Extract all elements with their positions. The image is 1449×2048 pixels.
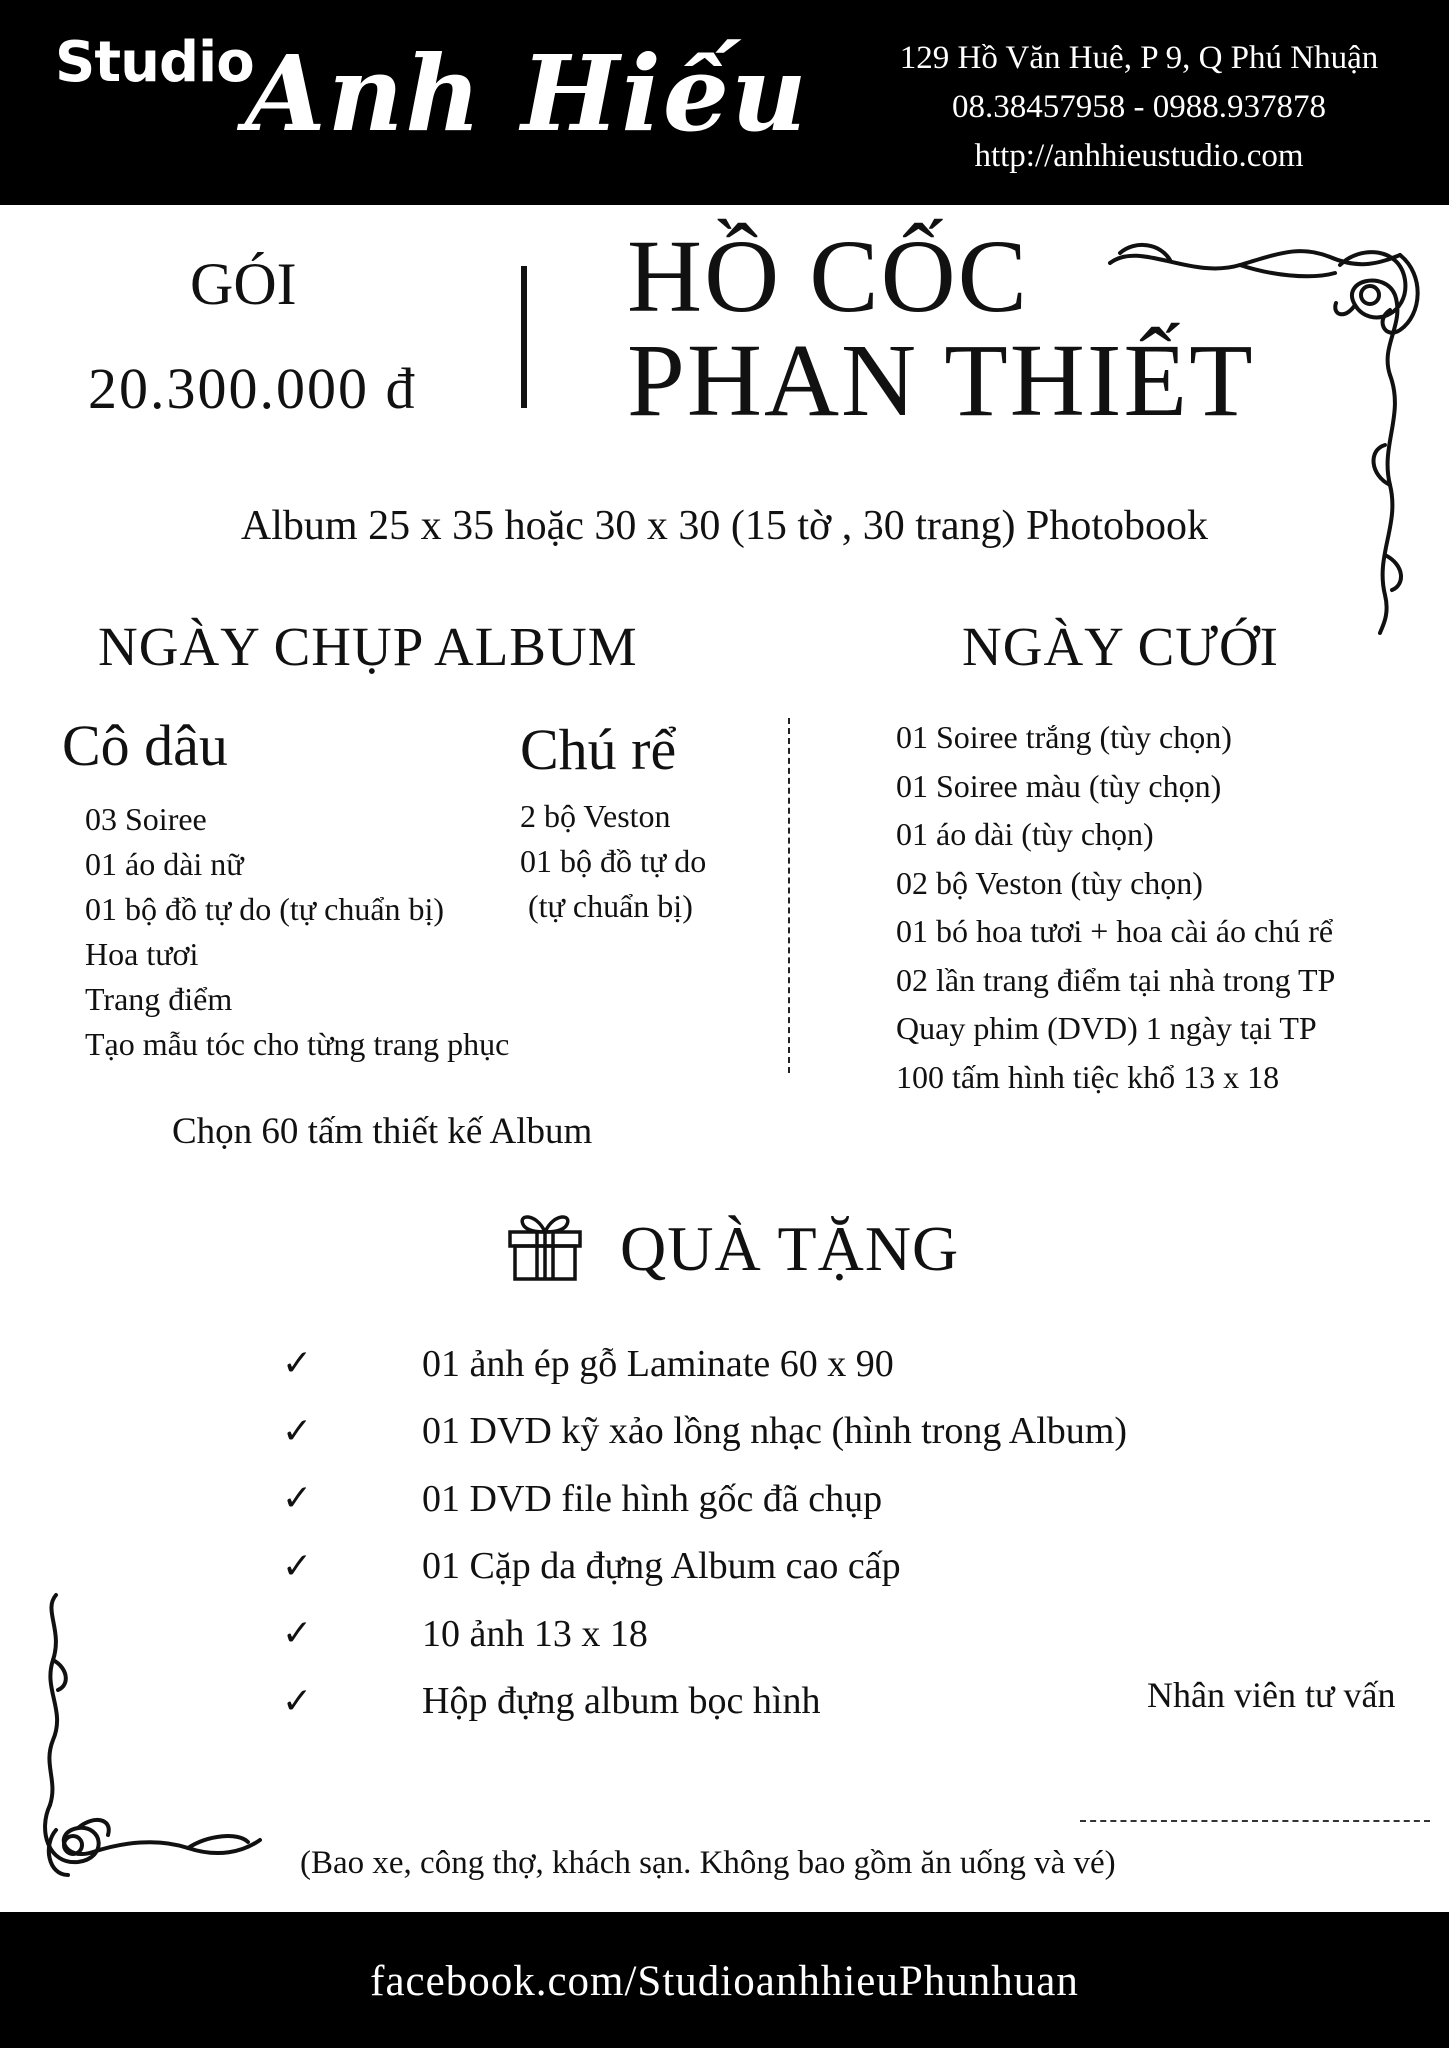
list-item: 01 bộ đồ tự do (tự chuẩn bị)	[85, 891, 445, 927]
list-item: 01 áo dài (tùy chọn)	[896, 816, 1154, 852]
shoot-day-title: NGÀY CHỤP ALBUM	[98, 616, 638, 677]
title-divider	[521, 266, 527, 408]
list-item: Tạo mẫu tóc cho từng trang phục	[85, 1026, 510, 1062]
list-item: (tự chuẩn bị)	[520, 888, 693, 924]
groom-list	[520, 794, 706, 929]
list-item: Quay phim (DVD) 1 ngày tại TP	[896, 1010, 1317, 1046]
consultant-label: Nhân viên tư vấn	[1147, 1675, 1396, 1715]
album-spec: Album 25 x 35 hoặc 30 x 30 (15 tờ , 30 trang) Photobook	[240, 503, 1209, 549]
check-icon: ✓	[282, 1410, 313, 1452]
gift-item-label: 01 DVD file hình gốc đã chụp	[422, 1477, 883, 1520]
list-item: 100 tấm hình tiệc khổ 13 x 18	[896, 1058, 1280, 1095]
package-price: 20.300.000 đ	[88, 356, 417, 421]
list-item	[282, 1668, 1127, 1736]
check-icon: ✓	[282, 1343, 313, 1385]
signature-line	[1080, 1820, 1430, 1822]
gift-item-label: 01 Cặp da đựng Album cao cấp	[422, 1545, 901, 1588]
package-title-line2: PHAN THIẾT	[627, 323, 1255, 438]
contact-info	[859, 34, 1419, 181]
column-divider	[788, 718, 790, 1073]
list-item: 2 bộ Veston	[520, 798, 671, 834]
check-icon: ✓	[282, 1545, 313, 1587]
footnote: (Bao xe, công thợ, khách sạn. Không bao gồm ăn uống và vé)	[300, 1845, 1116, 1881]
gift-box-icon	[506, 1208, 584, 1282]
gift-item-label: 01 DVD kỹ xảo lồng nhạc (hình trong Album)	[422, 1410, 1128, 1453]
list-item	[282, 1600, 1127, 1668]
list-item: 02 lần trang điểm tại nhà trong TP	[896, 961, 1336, 998]
corner-flourish-top-right-icon	[1100, 235, 1430, 635]
wedding-list	[896, 713, 1335, 1101]
album-design-note: Chọn 60 tấm thiết kế Album	[172, 1111, 593, 1152]
check-icon: ✓	[282, 1680, 313, 1722]
brand-name: Anh Hiếu	[245, 32, 809, 155]
phone-text: 08.38457958 - 0988.937878	[952, 89, 1326, 125]
facebook-link[interactable]: facebook.com/StudioanhhieuPhunhuan	[370, 1958, 1079, 2005]
list-item	[282, 1398, 1127, 1466]
list-item: Hoa tươi	[85, 936, 199, 972]
list-item	[282, 1533, 1127, 1601]
list-item	[282, 1330, 1127, 1398]
gift-item-label: Hộp đựng album bọc hình	[422, 1680, 821, 1723]
list-item: 03 Soiree	[85, 801, 207, 837]
gift-item-label: 10 ảnh 13 x 18	[422, 1612, 648, 1655]
check-icon: ✓	[282, 1478, 313, 1520]
check-icon: ✓	[282, 1613, 313, 1655]
package-title-line1: HỒ CỐC	[627, 219, 1030, 334]
bride-title: Cô dâu	[62, 713, 228, 778]
list-item: 02 bộ Veston (tùy chọn)	[896, 864, 1203, 901]
gift-list	[282, 1330, 1127, 1735]
brand-prefix: Studio	[55, 30, 254, 95]
wedding-day-title: NGÀY CƯỚI	[962, 616, 1279, 677]
list-item: 01 bó hoa tươi + hoa cài áo chú rể	[896, 913, 1334, 949]
list-item: Trang điểm	[85, 981, 233, 1017]
website-link[interactable]: http://anhhieustudio.com	[974, 138, 1304, 174]
list-item	[282, 1465, 1127, 1533]
package-label: GÓI	[190, 251, 297, 317]
list-item: 01 Soiree trắng (tùy chọn)	[896, 719, 1232, 755]
list-item: 01 Soiree màu (tùy chọn)	[896, 767, 1222, 804]
gift-item-label: 01 ảnh ép gỗ Laminate 60 x 90	[422, 1342, 894, 1385]
list-item: 01 bộ đồ tự do	[520, 843, 707, 879]
gift-title: QUÀ TẶNG	[620, 1213, 960, 1284]
corner-flourish-bottom-left-icon	[38, 1590, 268, 1880]
address-text: 129 Hồ Văn Huê, P 9, Q Phú Nhuận	[899, 40, 1379, 76]
groom-title: Chú rể	[520, 717, 677, 782]
list-item: 01 áo dài nữ	[85, 846, 244, 882]
bride-list	[85, 797, 509, 1067]
